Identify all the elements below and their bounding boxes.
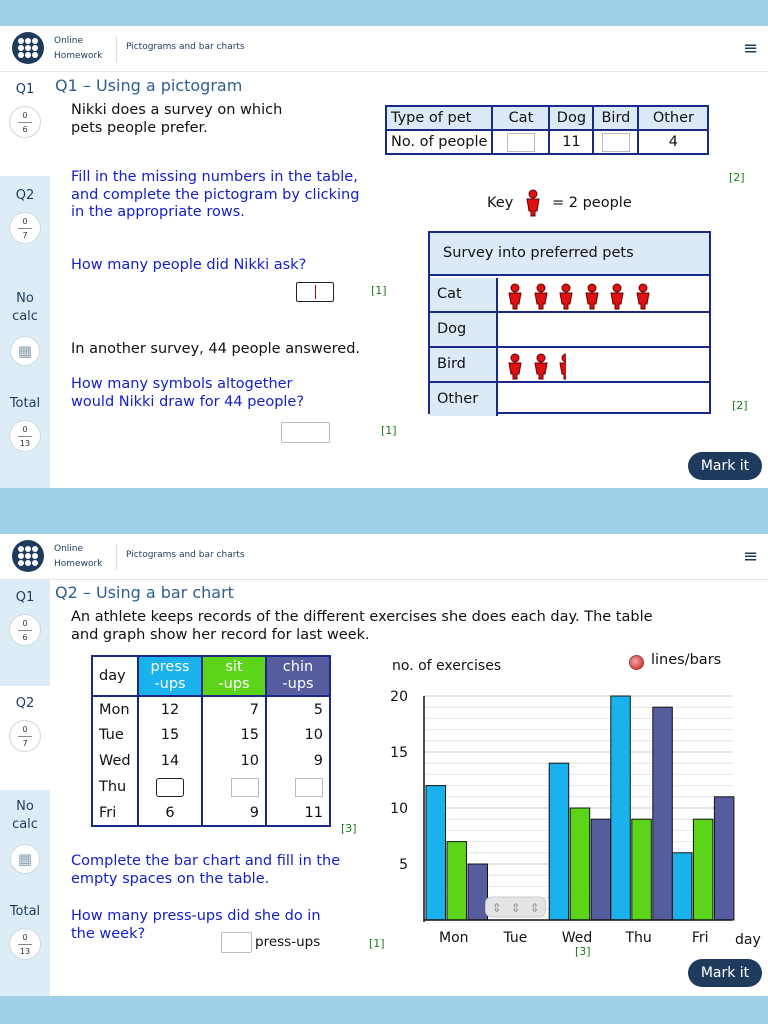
- sidebar-item-total: Total 0 13: [0, 392, 50, 488]
- menu-icon[interactable]: ≡: [743, 38, 759, 59]
- exercise-table: [91, 655, 331, 827]
- sidebar-item-nocalc[interactable]: [0, 286, 50, 390]
- y-axis-label: no. of exercises: [392, 658, 502, 674]
- header-divider: [116, 36, 117, 62]
- bar-chin-ups-Wed: [591, 819, 611, 920]
- sidebar-item-q2[interactable]: Q2 0 7: [0, 686, 50, 790]
- person-symbol-icon: [608, 283, 626, 310]
- table-header-chin-ups: chin -ups: [266, 656, 330, 696]
- q1-score-badge: 0 6: [9, 106, 41, 138]
- page-title: Pictograms and bar charts: [126, 550, 245, 560]
- mark-it-button[interactable]: Mark it: [688, 452, 762, 480]
- sidebar: [0, 580, 50, 996]
- x-tick-label: Wed: [561, 930, 593, 946]
- x-tick-label: Thu: [625, 930, 652, 946]
- total-score-badge: 0 13: [9, 928, 41, 960]
- bar-adjust-icon: ⇕: [529, 901, 540, 915]
- logo-icon: [12, 32, 44, 64]
- menu-icon[interactable]: ≡: [743, 546, 759, 567]
- table-col-dog: Dog: [549, 106, 593, 130]
- bar-press-ups-Thu: [611, 696, 631, 920]
- instruction-text: Complete the bar chart and fill in the empty spaces on the table.: [71, 853, 341, 887]
- pictogram-row-bird[interactable]: Bird: [430, 348, 709, 383]
- table-row: Tue 15 15 10: [92, 722, 330, 748]
- app-header: [0, 534, 768, 580]
- mark-chart: [3]: [575, 945, 591, 958]
- question-press-ups: How many press-ups did she do in the week?: [71, 908, 321, 942]
- key-label: Key: [487, 195, 514, 211]
- sidebar: [0, 72, 50, 488]
- mark-table: [3]: [341, 822, 357, 835]
- header-divider: [116, 544, 117, 570]
- question-title: Q2 – Using a bar chart: [55, 583, 234, 602]
- bar-adjust-icon: ⇕: [491, 901, 502, 915]
- person-symbol-icon: [532, 353, 550, 380]
- thu-sit-ups-input[interactable]: [231, 778, 259, 797]
- symbols-answer-input[interactable]: [281, 422, 330, 443]
- total-score-badge: 0 13: [9, 420, 41, 452]
- x-axis-label: day: [735, 932, 761, 948]
- calculator-icon: ▦: [10, 844, 40, 874]
- bar-press-ups-Mon: [426, 786, 446, 920]
- pictogram-title: Survey into preferred pets: [430, 233, 709, 276]
- table-col-other: Other: [638, 106, 708, 130]
- another-survey-text: In another survey, 44 people answered.: [71, 341, 361, 357]
- press-ups-answer-input[interactable]: [221, 932, 252, 953]
- cat-count-input[interactable]: [507, 133, 535, 152]
- x-tick-label: Tue: [503, 930, 528, 946]
- table-row: Mon 12 7 5: [92, 696, 330, 722]
- q1-score-badge: 0 6: [9, 614, 41, 646]
- y-tick-label: 20: [390, 689, 408, 705]
- instruction-text: Fill in the missing numbers in the table, and complete the pictogram by clicking in the appropriate rows.: [71, 169, 360, 220]
- pictogram-row-dog[interactable]: Dog: [430, 313, 709, 348]
- thu-press-ups-input[interactable]: [156, 778, 184, 797]
- question-panel-2: [0, 534, 768, 996]
- bar-chin-ups-Thu: [653, 707, 673, 920]
- table-row-label: No. of people: [386, 130, 492, 154]
- person-symbol-icon: [557, 353, 575, 380]
- table-row: Thu: [92, 774, 330, 800]
- table-header-day: day: [92, 656, 138, 696]
- lines-bars-toggle-label[interactable]: lines/bars: [651, 652, 722, 668]
- bar-chart[interactable]: [380, 654, 765, 969]
- dog-count-value: 11: [549, 130, 593, 154]
- total-people-input[interactable]: [296, 282, 334, 302]
- mark-question-2: [1]: [381, 424, 397, 437]
- person-symbol-icon: [634, 283, 652, 310]
- other-count-value: 4: [638, 130, 708, 154]
- person-symbol-icon: [532, 283, 550, 310]
- bar-chin-ups-Fri: [714, 797, 734, 920]
- sidebar-item-total: Total 0 13: [0, 900, 50, 996]
- thu-chin-ups-input[interactable]: [295, 778, 323, 797]
- bird-count-input[interactable]: [602, 133, 630, 152]
- table-row: Fri 6 9 11: [92, 800, 330, 826]
- person-symbol-icon: [524, 189, 542, 217]
- pictogram-row-cat[interactable]: Cat: [430, 278, 709, 313]
- brand-name: Online Homework: [54, 36, 103, 61]
- bar-sit-ups-Mon: [447, 842, 467, 920]
- table-header-type: Type of pet: [386, 106, 492, 130]
- table-col-cat: Cat: [492, 106, 549, 130]
- bar-adjust-icon: ⇕: [510, 901, 521, 915]
- bar-press-ups-Fri: [672, 853, 692, 920]
- person-symbol-icon: [506, 283, 524, 310]
- x-tick-label: Fri: [691, 930, 709, 946]
- question-panel-1: [0, 26, 768, 488]
- q2-score-badge: 0 7: [9, 212, 41, 244]
- question-intro: Nikki does a survey on which pets people prefer.: [71, 102, 283, 136]
- person-symbol-icon: [506, 353, 524, 380]
- y-tick-label: 10: [390, 801, 408, 817]
- nocalc-label: No calc: [12, 799, 38, 832]
- table-row: Wed 14 10 9: [92, 748, 330, 774]
- app-header: [0, 26, 768, 72]
- y-tick-label: 15: [390, 745, 408, 761]
- nocalc-label: No calc: [12, 291, 38, 324]
- table-header-sit-ups: sit -ups: [202, 656, 266, 696]
- table-col-bird: Bird: [593, 106, 638, 130]
- question-symbols: How many symbols altogether would Nikki draw for 44 people?: [71, 376, 305, 410]
- q2-score-badge: 0 7: [9, 720, 41, 752]
- key-value: = 2 people: [552, 195, 632, 211]
- mark-table: [2]: [729, 171, 745, 184]
- sidebar-item-q1[interactable]: Q1 0 6: [0, 72, 50, 176]
- bar-sit-ups-Wed: [570, 808, 590, 920]
- sidebar-item-nocalc[interactable]: [0, 794, 50, 898]
- sidebar-item-q2[interactable]: Q2 0 7: [0, 178, 50, 282]
- question-total-people: How many people did Nikki ask?: [71, 257, 307, 273]
- bar-press-ups-Wed: [549, 763, 569, 920]
- mark-it-button[interactable]: Mark it: [688, 959, 762, 987]
- brand-name: Online Homework: [54, 544, 103, 569]
- calculator-icon: ▦: [10, 336, 40, 366]
- answer-unit-label: press-ups: [255, 934, 321, 950]
- logo-icon: [12, 540, 44, 572]
- person-symbol-icon: [557, 283, 575, 310]
- mark-question: [1]: [369, 937, 385, 950]
- y-tick-label: 5: [399, 857, 408, 873]
- bar-sit-ups-Thu: [632, 819, 652, 920]
- page-title: Pictograms and bar charts: [126, 42, 245, 52]
- mark-question-1: [1]: [371, 284, 387, 297]
- bar-chin-ups-Mon: [468, 864, 488, 920]
- question-intro: An athlete keeps records of the different exercises she does each day. The table and graph show her record for last week.: [71, 609, 653, 643]
- pictogram-row-other[interactable]: Other: [430, 383, 709, 418]
- question-title: Q1 – Using a pictogram: [55, 76, 243, 95]
- mark-pictogram: [2]: [732, 399, 748, 412]
- bar-sit-ups-Fri: [693, 819, 713, 920]
- table-header-press-ups: press -ups: [138, 656, 202, 696]
- pet-table: [385, 105, 709, 155]
- pictogram: [428, 231, 711, 414]
- x-tick-label: Mon: [439, 930, 469, 946]
- person-symbol-icon: [583, 283, 601, 310]
- sidebar-item-q1[interactable]: Q1 0 6: [0, 580, 50, 684]
